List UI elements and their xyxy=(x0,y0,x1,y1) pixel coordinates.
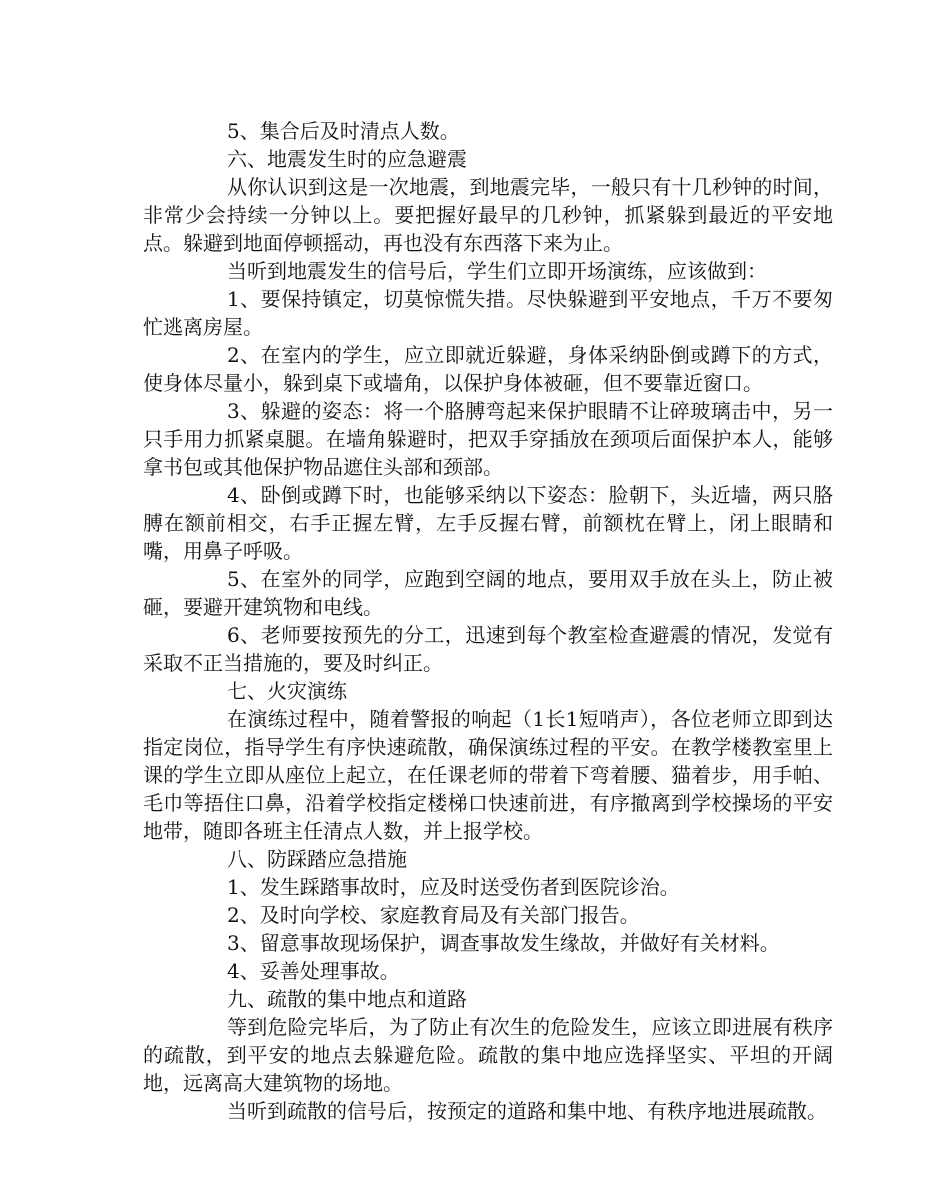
paragraph-4: 当听到地震发生的信号后，学生们立即开场演练，应该做到： xyxy=(227,259,767,283)
paragraph-14: 1、发生踩踏事故时，应及时送受伤者到医院诊治。 xyxy=(227,875,680,899)
paragraph-16: 3、留意事故现场保护，调查事故发生缘故，并做好有关材料。 xyxy=(227,931,780,955)
paragraph-12: 在演练过程中，随着警报的响起（1长1短哨声），各位老师立即到达指定岗位，指导学生有序快速疏散，确保演练过程的平安。在教学楼教室里上课的学生立即从座位上起立，在任课老师的带着下弯着腰、猫着步，用手帕、毛巾等捂住口鼻，沿着学校指定楼梯口快速前进，有序撤离到学校操场的平安地带，随即各班主任清点人数，并上报学校。 xyxy=(143,707,833,843)
paragraph-6: 2、在室内的学生，应立即就近躲避，身体采纳卧倒或蹲下的方式，使身体尽量小，躲到桌下或墙角，以保护身体被砸，但不要靠近窗口。 xyxy=(143,343,833,395)
paragraph-5: 1、要保持镇定，切莫惊慌失措。尽快躲避到平安地点，千万不要匆忙逃离房屋。 xyxy=(143,287,833,339)
paragraph-19: 等到危险完毕后，为了防止有次生的危险发生，应该立即进展有秩序的疏散，到平安的地点去躲避危险。疏散的集中地应选择坚实、平坦的开阔地，远离高大建筑物的场地。 xyxy=(143,1015,833,1095)
paragraph-9: 5、在室外的同学，应跑到空阔的地点，要用双手放在头上，防止被砸，要避开建筑物和电线。 xyxy=(143,567,833,619)
paragraph-3: 从你认识到这是一次地震，到地震完毕，一般只有十几秒钟的时间，非常少会持续一分钟以上。要把握好最早的几秒钟，抓紧躲到最近的平安地点。躲避到地面停顿摇动，再也没有东西落下来为止。 xyxy=(143,175,833,255)
section-heading-7: 七、火灾演练 xyxy=(227,679,347,703)
document-body xyxy=(143,117,833,1125)
paragraph-10: 6、老师要按预先的分工，迅速到每个教室检查避震的情况，发觉有采取不正当措施的，要及时纠正。 xyxy=(143,623,833,675)
paragraph-7: 3、躲避的姿态：将一个胳膊弯起来保护眼睛不让碎玻璃击中，另一只手用力抓紧桌腿。在墙角躲避时，把双手穿插放在颈项后面保护本人，能够拿书包或其他保护物品遮住头部和颈部。 xyxy=(143,399,833,479)
paragraph-20: 当听到疏散的信号后，按预定的道路和集中地、有秩序地进展疏散。 xyxy=(227,1099,827,1123)
section-heading-9: 九、疏散的集中地点和道路 xyxy=(227,987,467,1011)
paragraph-15: 2、及时向学校、家庭教育局及有关部门报告。 xyxy=(227,903,640,927)
paragraph-8: 4、卧倒或蹲下时，也能够采纳以下姿态：脸朝下，头近墙，两只胳膊在额前相交，右手正握左臂，左手反握右臂，前额枕在臂上，闭上眼睛和嘴，用鼻子呼吸。 xyxy=(143,483,833,563)
paragraph-1: 5、集合后及时清点人数。 xyxy=(227,119,460,143)
section-heading-8: 八、防踩踏应急措施 xyxy=(227,847,407,871)
section-heading-6: 六、地震发生时的应急避震 xyxy=(227,147,467,171)
paragraph-17: 4、妥善处理事故。 xyxy=(227,959,400,983)
